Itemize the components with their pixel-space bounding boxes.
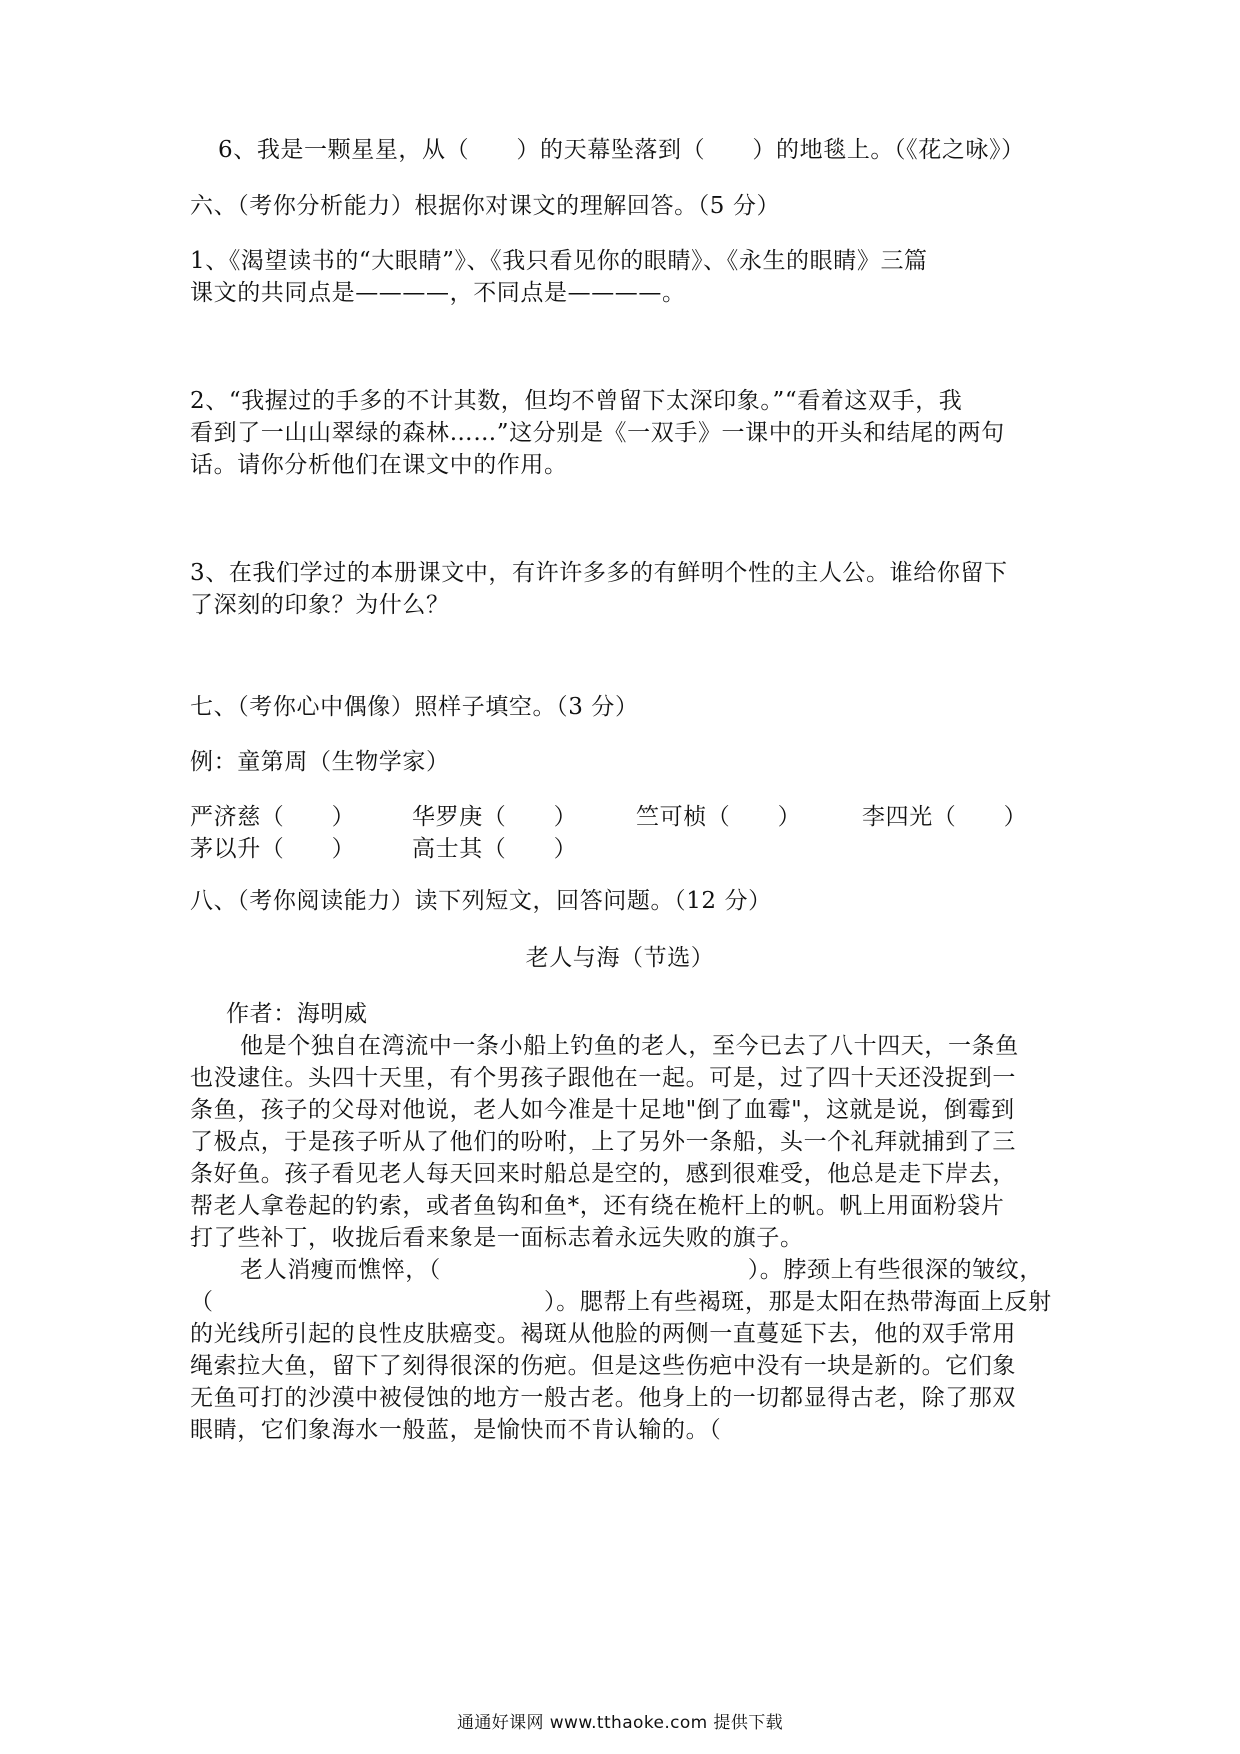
s7-blank-3: 竺可桢（ ） (636, 804, 802, 830)
p1-line-7: 打了些补丁，收拢后看来象是一面标志着永远失败的旗子。 (190, 1225, 804, 1251)
reading-title: 老人与海（节选） (525, 945, 715, 971)
s7-blank-1: 严济慈（ ） (190, 804, 356, 830)
s6-q3-line2: 了深刻的印象？为什么？ (190, 592, 450, 618)
s6-q2-line3: 话。请你分析他们在课文中的作用。 (190, 452, 568, 478)
p1-line-1: 他是个独自在湾流中一条小船上钓鱼的老人，至今已去了八十四天，一条鱼 (240, 1033, 1019, 1059)
s7-blank-5: 茅以升（ ） (190, 836, 356, 862)
reading-author: 作者：海明威 (226, 1001, 368, 1027)
p2-line-1: 老人消瘦而憔悴，（ ）。脖颈上有些很深的皱纹， (240, 1257, 1043, 1283)
s6-q2-line1: 2、“我握过的手多的不计其数，但均不曾留下太深印象。”“看着这双手，我 (190, 388, 963, 414)
p2-line-4: 绳索拉大鱼，留下了刻得很深的伤疤。但是这些伤疤中没有一块是新的。它们象 (190, 1353, 1016, 1379)
p1-line-2: 也没逮住。头四十天里，有个男孩子跟他在一起。可是，过了四十天还没捉到一 (190, 1065, 1016, 1091)
s6-q2-line2: 看到了一山山翠绿的森林……”这分别是《一双手》一课中的开头和结尾的两句 (190, 420, 1005, 446)
s7-blank-2: 华罗庚（ ） (412, 804, 578, 830)
section-7-heading: 七、（考你心中偶像）照样子填空。（3 分） (190, 694, 639, 720)
s6-q1-line1: 1、《渴望读书的“大眼睛”》、《我只看见你的眼睛》、《永生的眼睛》三篇 (190, 248, 928, 274)
s6-q1-line2: 课文的共同点是————，不同点是————。 (190, 280, 686, 306)
p2-line-5: 无鱼可打的沙漠中被侵蚀的地方一般古老。他身上的一切都显得古老，除了那双 (190, 1385, 1016, 1411)
p1-line-5: 条好鱼。孩子看见老人每天回来时船总是空的，感到很难受，他总是走下岸去， (190, 1161, 1016, 1187)
p1-line-6: 帮老人拿卷起的钓索，或者鱼钩和鱼*，还有绕在桅杆上的帆。帆上用面粉袋片 (190, 1193, 1005, 1219)
s6-q3-line1: 3、在我们学过的本册课文中，有许许多多的有鲜明个性的主人公。谁给你留下 (190, 560, 1008, 586)
section-8-heading: 八、（考你阅读能力）读下列短文，回答问题。（12 分） (190, 888, 772, 914)
p2-line-6: 眼睛，它们象海水一般蓝，是愉快而不肯认输的。（ (190, 1417, 722, 1443)
s7-blank-6: 高士其（ ） (412, 836, 578, 862)
p2-line-2: （ ）。腮帮上有些褐斑，那是太阳在热带海面上反射 (190, 1289, 1052, 1315)
p2-line-3: 的光线所引起的良性皮肤癌变。褐斑从他脸的两侧一直蔓延下去，他的双手常用 (190, 1321, 1016, 1347)
s7-example: 例：童第周（生物学家） (190, 749, 450, 775)
question-5-6: 6、我是一颗星星，从（ ）的天幕坠落到（ ）的地毯上。（《花之咏》） (218, 137, 1025, 163)
footer-credit: 通通好课网 www.tthaoke.com 提供下载 (456, 1713, 784, 1733)
section-6-heading: 六、（考你分析能力）根据你对课文的理解回答。（5 分） (190, 193, 781, 219)
p1-line-3: 条鱼，孩子的父母对他说，老人如今准是十足地"倒了血霉"，这就是说，倒霉到 (190, 1097, 1015, 1123)
p1-line-4: 了极点，于是孩子听从了他们的吩咐，上了另外一条船，头一个礼拜就捕到了三 (190, 1129, 1016, 1155)
s7-blank-4: 李四光（ ） (862, 804, 1028, 830)
